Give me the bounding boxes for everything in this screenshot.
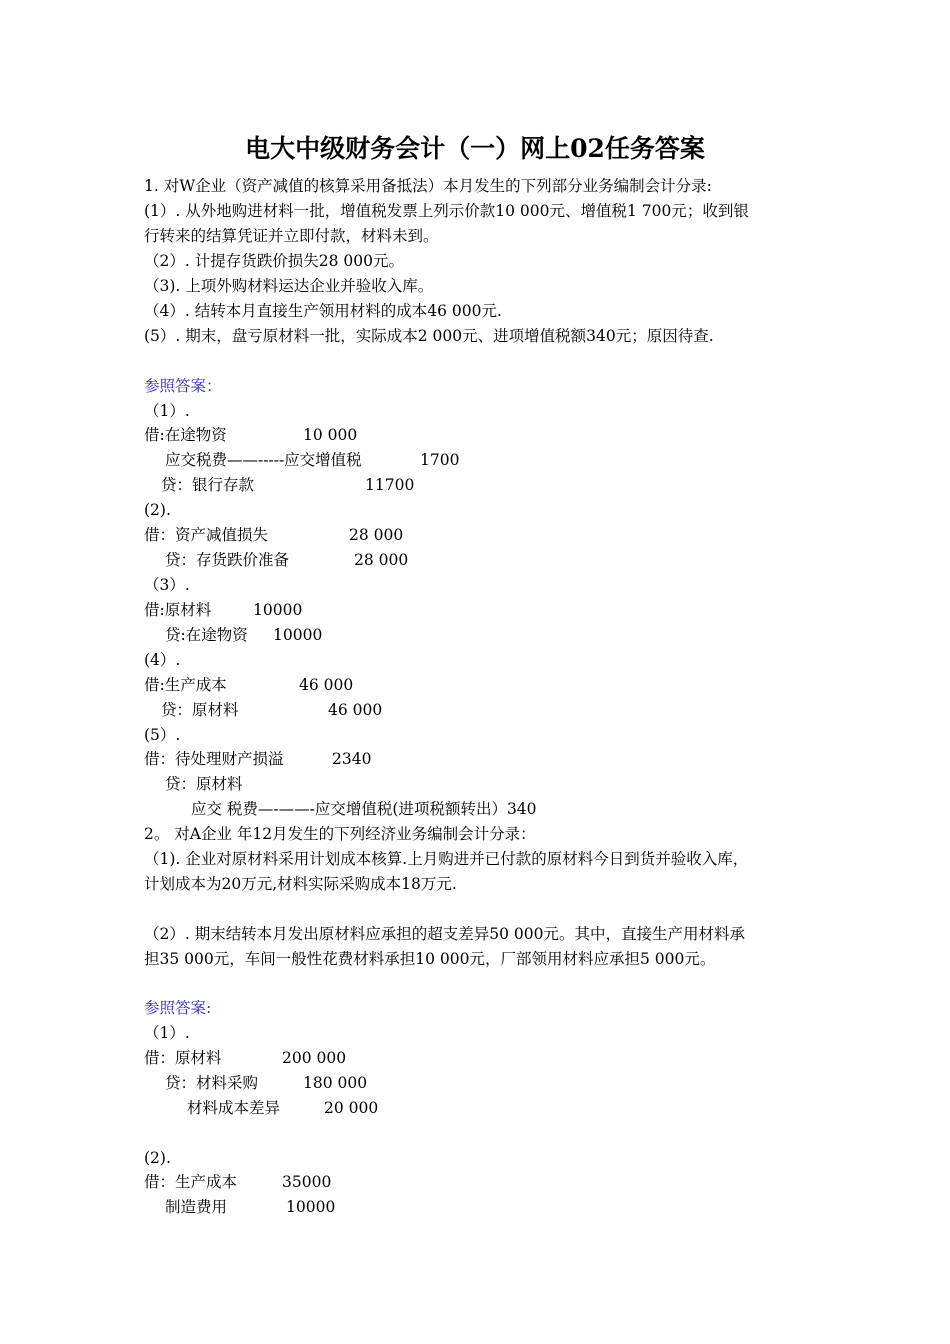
a2-e1-debit1: 借：原材料 bbox=[144, 1049, 222, 1067]
a1-e3-label: （3）. bbox=[144, 576, 190, 594]
a1-e3-debit1: 借:原材料 bbox=[144, 601, 212, 619]
a1-e2-label: (2). bbox=[144, 501, 171, 519]
a1-e2-credit1: 贷：存货跌价准备 bbox=[165, 551, 290, 569]
a1-e3-debit1-amount: 10000 bbox=[253, 601, 303, 619]
a1-heading: 参照答案： bbox=[144, 377, 222, 395]
q1-item2: （2）. 计提存货跌价损失28 000元。 bbox=[144, 252, 404, 270]
a2-e2-debit1: 借：生产成本 bbox=[144, 1173, 238, 1191]
a1-e1-credit1: 贷：银行存款 bbox=[161, 476, 255, 494]
q2-item2-line1: （2）. 期末结转本月发出原材料应承担的超支差异50 000元。其中，直接生产用材料承 bbox=[144, 925, 745, 943]
a1-e3-credit1-amount: 10000 bbox=[273, 626, 323, 644]
a1-e1-debit1-amount: 10 000 bbox=[303, 426, 358, 444]
a2-e1-debit1-amount: 200 000 bbox=[282, 1049, 347, 1067]
q1-item1-line1: (1）. 从外地购进材料一批，增值税发票上列示价款10 000元、增值税1 700元；收到银 bbox=[144, 202, 749, 220]
q1-item3: （3). 上项外购材料运达企业并验收入库。 bbox=[144, 277, 434, 295]
q1-item4: （4）. 结转本月直接生产领用材料的成本46 000元. bbox=[144, 302, 502, 320]
q2-intro: 2。 对A企业 年12月发生的下列经济业务编制会计分录： bbox=[144, 825, 536, 843]
a1-e5-credit2: 应交 税费—-——-应交增值税(进项税额转出）340 bbox=[191, 800, 537, 818]
a1-e1-credit1-amount: 11700 bbox=[365, 476, 415, 494]
a1-e4-debit1-amount: 46 000 bbox=[299, 676, 354, 694]
a1-e2-debit1: 借：资产减值损失 bbox=[144, 526, 269, 544]
a1-e2-credit1-amount: 28 000 bbox=[354, 551, 409, 569]
a2-e2-debit2: 制造费用 bbox=[165, 1198, 228, 1216]
a2-e1-label: （1）. bbox=[144, 1024, 190, 1042]
a1-e4-debit1: 借:生产成本 bbox=[144, 676, 227, 694]
a1-e3-credit1: 贷:在途物资 bbox=[165, 626, 248, 644]
q2-item2-line2: 担35 000元，车间一般性花费材料承担10 000元，厂部领用材料应承担5 000元。 bbox=[144, 950, 716, 968]
page-title: 电大中级财务会计（一）网上02任务答案 bbox=[245, 134, 705, 163]
a1-e5-debit1: 借：待处理财产损溢 bbox=[144, 750, 284, 768]
a2-e2-debit1-amount: 35000 bbox=[282, 1173, 332, 1191]
a2-e2-label: (2). bbox=[144, 1149, 171, 1167]
a2-e2-debit2-amount: 10000 bbox=[286, 1198, 336, 1216]
a2-e1-credit2: 材料成本差异 bbox=[187, 1099, 281, 1117]
q2-item1-line1: （1). 企业对原材料采用计划成本核算.上月购进并已付款的原材料今日到货并验收入库， bbox=[144, 850, 749, 868]
a1-e1-debit2-amount: 1700 bbox=[420, 451, 460, 469]
a1-e5-label: (5）. bbox=[144, 726, 181, 744]
a1-e4-credit1-amount: 46 000 bbox=[328, 701, 383, 719]
q1-item5: (5）. 期末，盘亏原材料一批，实际成本2 000元、进项增值税额340元；原因待查. bbox=[144, 327, 714, 345]
a1-e1-debit2: 应交税费——-----应交增值税 bbox=[165, 451, 362, 469]
a1-e4-credit1: 贷：原材料 bbox=[161, 701, 239, 719]
a1-e4-label: (4）. bbox=[144, 651, 181, 669]
a2-heading: 参照答案: bbox=[144, 999, 212, 1017]
q1-intro: 1. 对W企业（资产减值的核算采用备抵法）本月发生的下列部分业务编制会计分录: bbox=[144, 177, 712, 195]
a1-e1-label: （1）. bbox=[144, 402, 190, 420]
a2-e1-credit1: 贷：材料采购 bbox=[165, 1074, 259, 1092]
a1-e2-debit1-amount: 28 000 bbox=[349, 526, 404, 544]
a1-e1-debit1: 借:在途物资 bbox=[144, 426, 227, 444]
q1-item1-line2: 行转来的结算凭证并立即付款，材料未到。 bbox=[144, 227, 439, 245]
a1-e5-debit1-amount: 2340 bbox=[332, 750, 372, 768]
q2-item1-line2: 计划成本为20万元,材料实际采购成本18万元. bbox=[144, 875, 457, 893]
a2-e1-credit1-amount: 180 000 bbox=[303, 1074, 368, 1092]
a2-e1-credit2-amount: 20 000 bbox=[324, 1099, 379, 1117]
a1-e5-credit1: 贷：原材料 bbox=[165, 775, 243, 793]
